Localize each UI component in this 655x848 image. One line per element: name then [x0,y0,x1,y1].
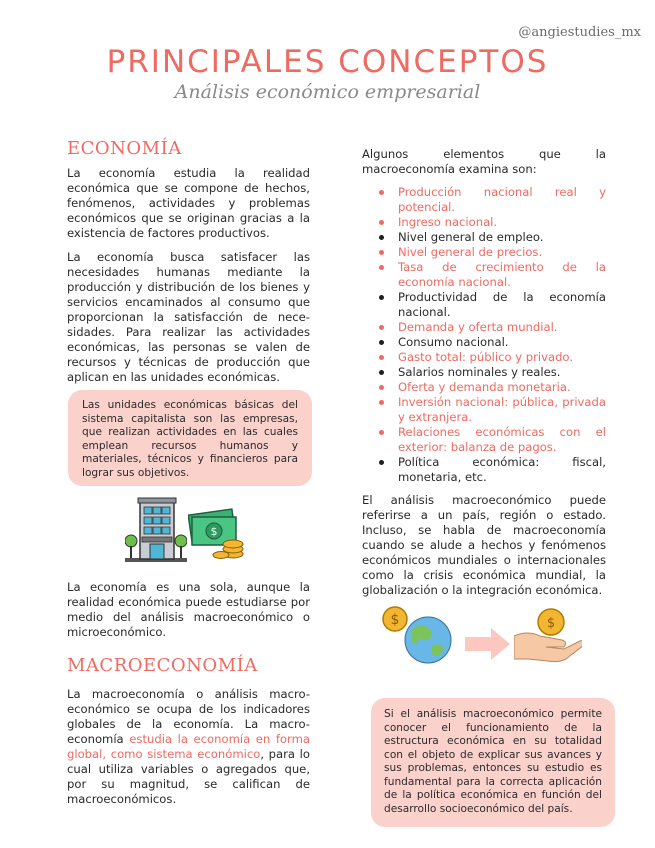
watermark: @angiestudies_mx [518,25,641,40]
list-item: Demanda y oferta mundial. [362,320,606,335]
money-icon [188,504,248,560]
svg-text:$: $ [210,525,218,538]
page-subtitle: Análisis económico empresarial [174,81,481,103]
svg-text:$: $ [390,612,400,628]
list-item: Relaciones económicas con el exterior: balanza de pagos. [362,425,606,455]
macro-text-1: La macroeconomía o análisis macro-económico se ocupa de los indicadores globales de la economía. La macro-economía [67,687,310,746]
macro-text-2: , para lo cual utiliza variables o agregados que, por su magnitud, se califican de macroeconómicos. [67,747,310,806]
heading-macroeconomia: MACROECONOMÍA [67,655,258,676]
elements-intro: Algunos elementos que la macroeconomía examina son: [362,147,606,176]
empresas-note-text: Las unidades económicas básicas del sistema capitalista son las empresas, que realizan actividades en las cuales emplean recursos humanos y materiales, técnicos y financieros para lograr sus objetivos. [82,399,298,479]
page-title: PRINCIPALES CONCEPTOS [106,44,549,80]
arrow-right-icon [465,626,511,662]
list-item: Nivel general de precios. [362,245,606,260]
list-item: Productividad de la economía nacional. [362,290,606,320]
list-item: Ingreso nacional. [362,215,606,230]
macro-text-highlight: estudia la economía en forma global, como sistema económico [67,732,310,761]
macro-conclusion-box [371,698,615,827]
economia-paragraph-2: La economía busca satisfacer las necesidades humanas mediante la producción y distribución de los bienes y servicios encaminados al consumo que proporcionan la satisfacción de nece-sidades. Para realizar las actividades económicas, las personas se valen de recursos y técnicas de producción que aplican en las unidades económicas. [67,250,310,384]
macroeconomia-paragraph [67,687,310,807]
list-item: Gasto total: público y privado. [362,350,606,365]
list-item: Política económica: fiscal, monetaria, etc. [362,455,606,485]
list-item: Producción nacional real y potencial. [362,185,606,215]
list-item: Oferta y demanda monetaria. [362,380,606,395]
list-item: Inversión nacional: pública, privada y extranjera. [362,395,606,425]
list-item: Consumo nacional. [362,335,606,350]
elements-list [362,185,606,485]
hand-coin-icon [514,602,582,666]
macro-conclusion-text: Si el análisis macroeconómico permite conocer el funcionamiento de la estructura económica en su totalidad con el objeto de explicar sus avances y sus problemas, entonces su estudio es fundamental para la correcta aplicación de la política económica en función del desarrollo socioeconómico del país. [384,708,602,815]
list-item: Salarios nominales y reales. [362,365,606,380]
empresas-note-box [68,390,312,486]
list-item: Nivel general de empleo. [362,230,606,245]
svg-text:$: $ [546,616,556,631]
economia-paragraph-3: La economía es una sola, aunque la realidad económica puede estudiarse por medio del análisis macroeconómico o microeconómico. [67,580,310,639]
economia-paragraph-1: La economía estudia la realidad económica que se compone de hechos, fenómenos, actividades y problemas económicos que se originan gracias a la existencia de factores productivos. [67,166,310,240]
list-item: Tasa de crecimiento de la economía nacional. [362,260,606,290]
globe-icon [380,602,460,664]
heading-economia: ECONOMÍA [67,138,182,159]
macro-scope-paragraph: El análisis macroeconómico puede referirse a un país, región o estado. Incluso, se habla de macroeconomía cuando se alude a hechos y fenómenos económicos mundiales o internacionales como la crisis económica mundial, la globalización o la integración económica. [362,493,606,597]
building-icon [125,497,187,563]
